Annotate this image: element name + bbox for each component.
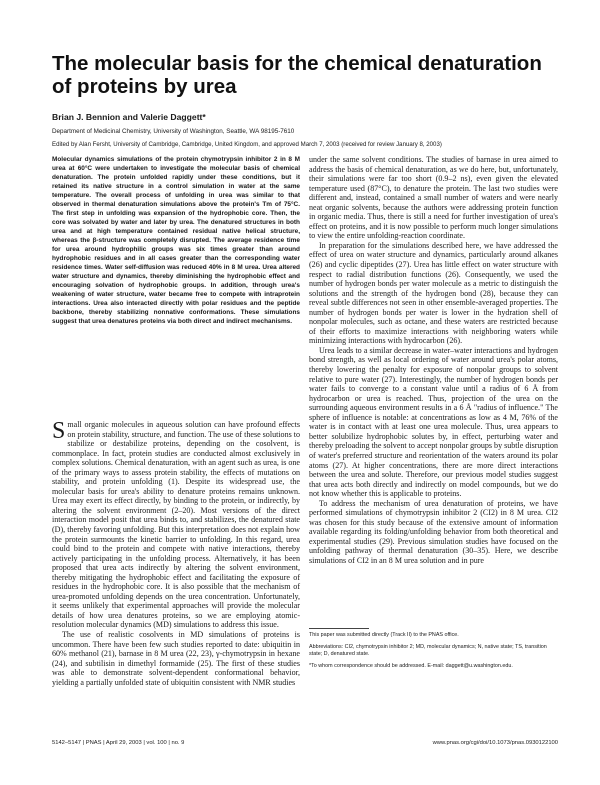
body-paragraph-5: Urea leads to a similar decrease in water–water interactions and hydrogen bond strength, as well as local ordering of water around urea's polar atoms, thereby lowering the penalty for exposure of nonpolar groups to solvent relative to pure water (27). Interestingly, the number of hydrogen bonds per water fails to converge to a constant value until a radius of 6 Å from hydrocarbon or urea is reached. Thus, projection of the urea on the surrounding aqueous environment results in a 6 Å "radius of influence." The sphere of influence is notable: at concentrations as low as 4 M, 76% of the water is in contact with at least one urea molecule. Thus, urea appears to better solubilize hydrophobic solutes by, in effect, perturbing water and thereby preloading the solvent to accept nonpolar groups by subtle disruption of water's preferred structure and reorientation of the waters around its polar atoms (27). At higher concentrations, there are more direct interactions between the urea and solute. Therefore, our previous model studies suggest that urea acts both directly and indirectly on model compounds, but we do not know whether this is applicable to proteins.	[309, 345, 558, 499]
body-paragraph-1-text: mall organic molecules in aqueous solution can have profound effects on protein stability, structure, and function. The use of these solutions to stabilize or destabilize proteins, depending on the cosolvent, is commonplace. In fact, protein studies are conducted almost exclusively in complex solutions. Chemical denaturation, with an agent such as urea, is one of the primary ways to assess protein stability, the effects of mutations on stability, and protein unfolding (1). Despite its widespread use, the molecular basis for urea's ability to denature proteins remains unknown. Urea may exert its effect directly, by binding to the protein, or indirectly, by altering the solvent environment (2–20). Most versions of the direct interaction model posit that urea binds to, and stabilizes, the denatured state (D), thereby favoring unfolding. But this interpretation does not explain how the protein surmounts the kinetic barrier to unfolding. In this regard, urea could bind to the protein and compete with native interactions, thereby actively participating in the unfolding process. Alternatively, it has been proposed that urea acts indirectly by altering the solvent environment, thereby mitigating the hydrophobic effect and facilitating the exposure of residues in the hydrophobic core. It is also possible that the mechanism of urea-promoted unfolding depends on the urea concentration. Unfortunately, it seems unlikely that experimental approaches will provide the molecular details of how urea denatures proteins, so we are employing atomic-resolution molecular dynamics (MD) simulations to address this issue.	[52, 420, 301, 630]
body-paragraph-2: The use of realistic cosolvents in MD simulations of proteins is uncommon. There have been few such studies reported to date: ubiquitin in 60% methanol (21), barnase in 8 M urea (22, 23), γ-chymotrypsin in hexane (24), and subtilisin in dimethyl formamide (25). The first of these studies was able to demonstrate solvent-dependent conformational behavior, yielding a partially unfolded state of ubiquitin consistent with NMR studies	[52, 630, 300, 687]
footnote-correspondence: *To whom correspondence should be addressed. E-mail: daggett@u.washington.edu.	[309, 663, 513, 669]
body-paragraph-3: under the same solvent conditions. The studies of barnase in urea aimed to address the basis of chemical denaturation, as we do here, but, unfortunately, their simulations were far too short (0.9–2 ns), even given the elevated temperature used (87°C), to denature the protein. The last two studies were different and, instead, contained a small number of waters and were nearly neat organic solvents, because the authors were addressing protein function in organic media. Thus, there is still a need for further investigation of urea's effect on proteins, and it is now possible to perform much longer simulations to view the entire unfolding-reaction coordinate.	[309, 155, 558, 241]
paper-title: The molecular basis for the chemical denaturation of proteins by urea	[52, 52, 542, 98]
affiliation: Department of Medicinal Chemistry, University of Washington, Seattle, WA 98195-7610	[52, 128, 295, 135]
footnote-abbreviations: Abbreviations: CI2, chymotrypsin inhibitor 2; MD, molecular dynamics; N, native state; TS, transition state; D, denatured state.	[309, 644, 547, 657]
footnote-divider	[309, 628, 369, 629]
body-left-column	[52, 420, 300, 687]
body-paragraph-6: To address the mechanism of urea denaturation of proteins, we have performed simulations of chymotrypsin inhibitor 2 (CI2) in 8 M urea. CI2 was chosen for this study because of the extensive amount of information available regarding its folding/unfolding behavior from both theoretical and experimental studies (29). Previous simulation studies have focused on the unfolding pathway of thermal denaturation (30–35). Here, we describe simulations of CI2 in an 8 M urea solution and in pure	[309, 498, 558, 565]
body-right-column	[309, 155, 558, 566]
abstract: Molecular dynamics simulations of the protein chymotrypsin inhibitor 2 in 8 M urea at 60°C were undertaken to investigate the molecular basis of chemical denaturation. The protein unfolded rapidly under these conditions, but it retained its native structure in a control simulation in water at the same temperature. The overall process of unfolding in urea was similar to that observed in thermal denaturation simulations above the protein's Tm of 75°C. The first step in unfolding was expansion of the hydrophobic core. Then, the core was solvated by water and later by urea. The denatured structures in both urea and at high temperature contained residual native helical structure, whereas the β-structure was completely disrupted. The average residence time for urea around hydrophilic groups was six times greater than around hydrophobic residues and in all cases greater than the corresponding water residence times. Water self-diffusion was reduced 40% in 8 M urea. Urea altered water structure and dynamics, thereby diminishing the hydrophobic effect and encouraging solvation of hydrophobic groups. In addition, through urea's weakening of water structure, water became free to compete with intraprotein interactions. Urea also interacted directly with polar residues and the peptide backbone, thereby stabilizing nonnative conformations. These simulations suggest that urea denatures proteins via both direct and indirect mechanisms.	[52, 156, 300, 325]
body-paragraph-1	[52, 420, 300, 630]
footnotes	[309, 632, 558, 675]
body-paragraph-4: In preparation for the simulations described here, we have addressed the effect of urea on water structure and dynamics, particularly around alkanes (26) and cyclic dipeptides (27). Urea has little effect on water structure with respect to radial distribution functions (26). Consequently, we used the number of hydrogen bonds per water molecule as a metric to distinguish the solutions and the strength of the hydrogen bond (28), because they can reveal subtle differences not seen in other ensemble-averaged properties. The number of hydrogen bonds per water is lower in the hydration shell of nonpolar molecules, such as octane, and these waters are restricted because of their efforts to maximize interactions with neighboring waters while minimizing interactions with hydrocarbon (26).	[309, 240, 558, 346]
edited-line: Edited by Alan Fersht, University of Cambridge, Cambridge, United Kingdom, and approved March 7, 2003 (received for review January 8, 2003)	[52, 141, 442, 148]
authors: Brian J. Bennion and Valerie Daggett*	[52, 112, 206, 122]
drop-cap: S	[52, 418, 66, 444]
footer-citation: 5142–5147 | PNAS | April 29, 2003 | vol. 100 | no. 9	[52, 740, 185, 746]
footnote-submission: This paper was submitted directly (Track II) to the PNAS office.	[309, 632, 459, 638]
footer-doi-link[interactable]: www.pnas.org/cgi/doi/10.1073/pnas.0930122100	[432, 740, 558, 746]
